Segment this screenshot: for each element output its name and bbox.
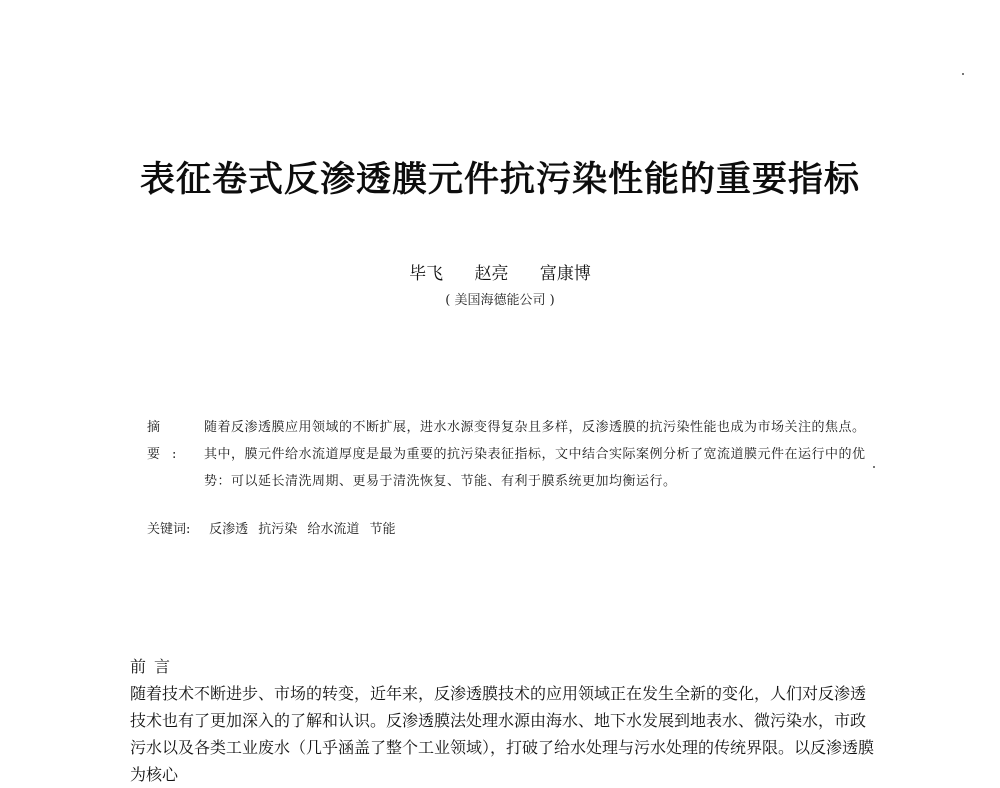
paper-affiliation: ( 美国海德能公司 ) [445,293,555,308]
keywords-list: 反渗透 抗污染 给水流道 节能 [209,522,396,537]
abstract-label: 摘 要: [147,420,189,462]
paper-title: 表征卷式反渗透膜元件抗污染性能的重要指标 [139,160,860,200]
abstract-text: 随着反渗透膜应用领域的不断扩展，进水水源变得复杂且多样，反渗透膜的抗污染性能也成为市场关注的焦点。其中，膜元件给水流道厚度是最为重要的抗污染表征指标，文中结合实际案例分析了宽流道膜元件在运行中的优势：可以延长清洗周期、更易于清洗恢复、节能、有利于膜系统更加均衡运行。 [204,420,866,489]
section-body-text: 随着技术不断进步、市场的转变，近年来，反渗透膜技术的应用领域正在发生全新的变化，人们对反渗透技术也有了更加深入的了解和认识。反渗透膜法处理水源由海水、地下水发展到地表水、微污染水，市政污水以及各类工业废水（几乎涵盖了整个工业领域），打破了给水处理与污水处理的传统界限。以反渗透膜为核心 [130,684,875,784]
scan-speck [873,466,875,468]
keywords-block [147,518,396,537]
scan-speck [962,73,964,75]
section-heading: 前言 [130,657,179,676]
keywords-label: 关键词: [147,522,191,537]
paper-authors: 毕飞 赵亮 富康博 [409,264,591,284]
